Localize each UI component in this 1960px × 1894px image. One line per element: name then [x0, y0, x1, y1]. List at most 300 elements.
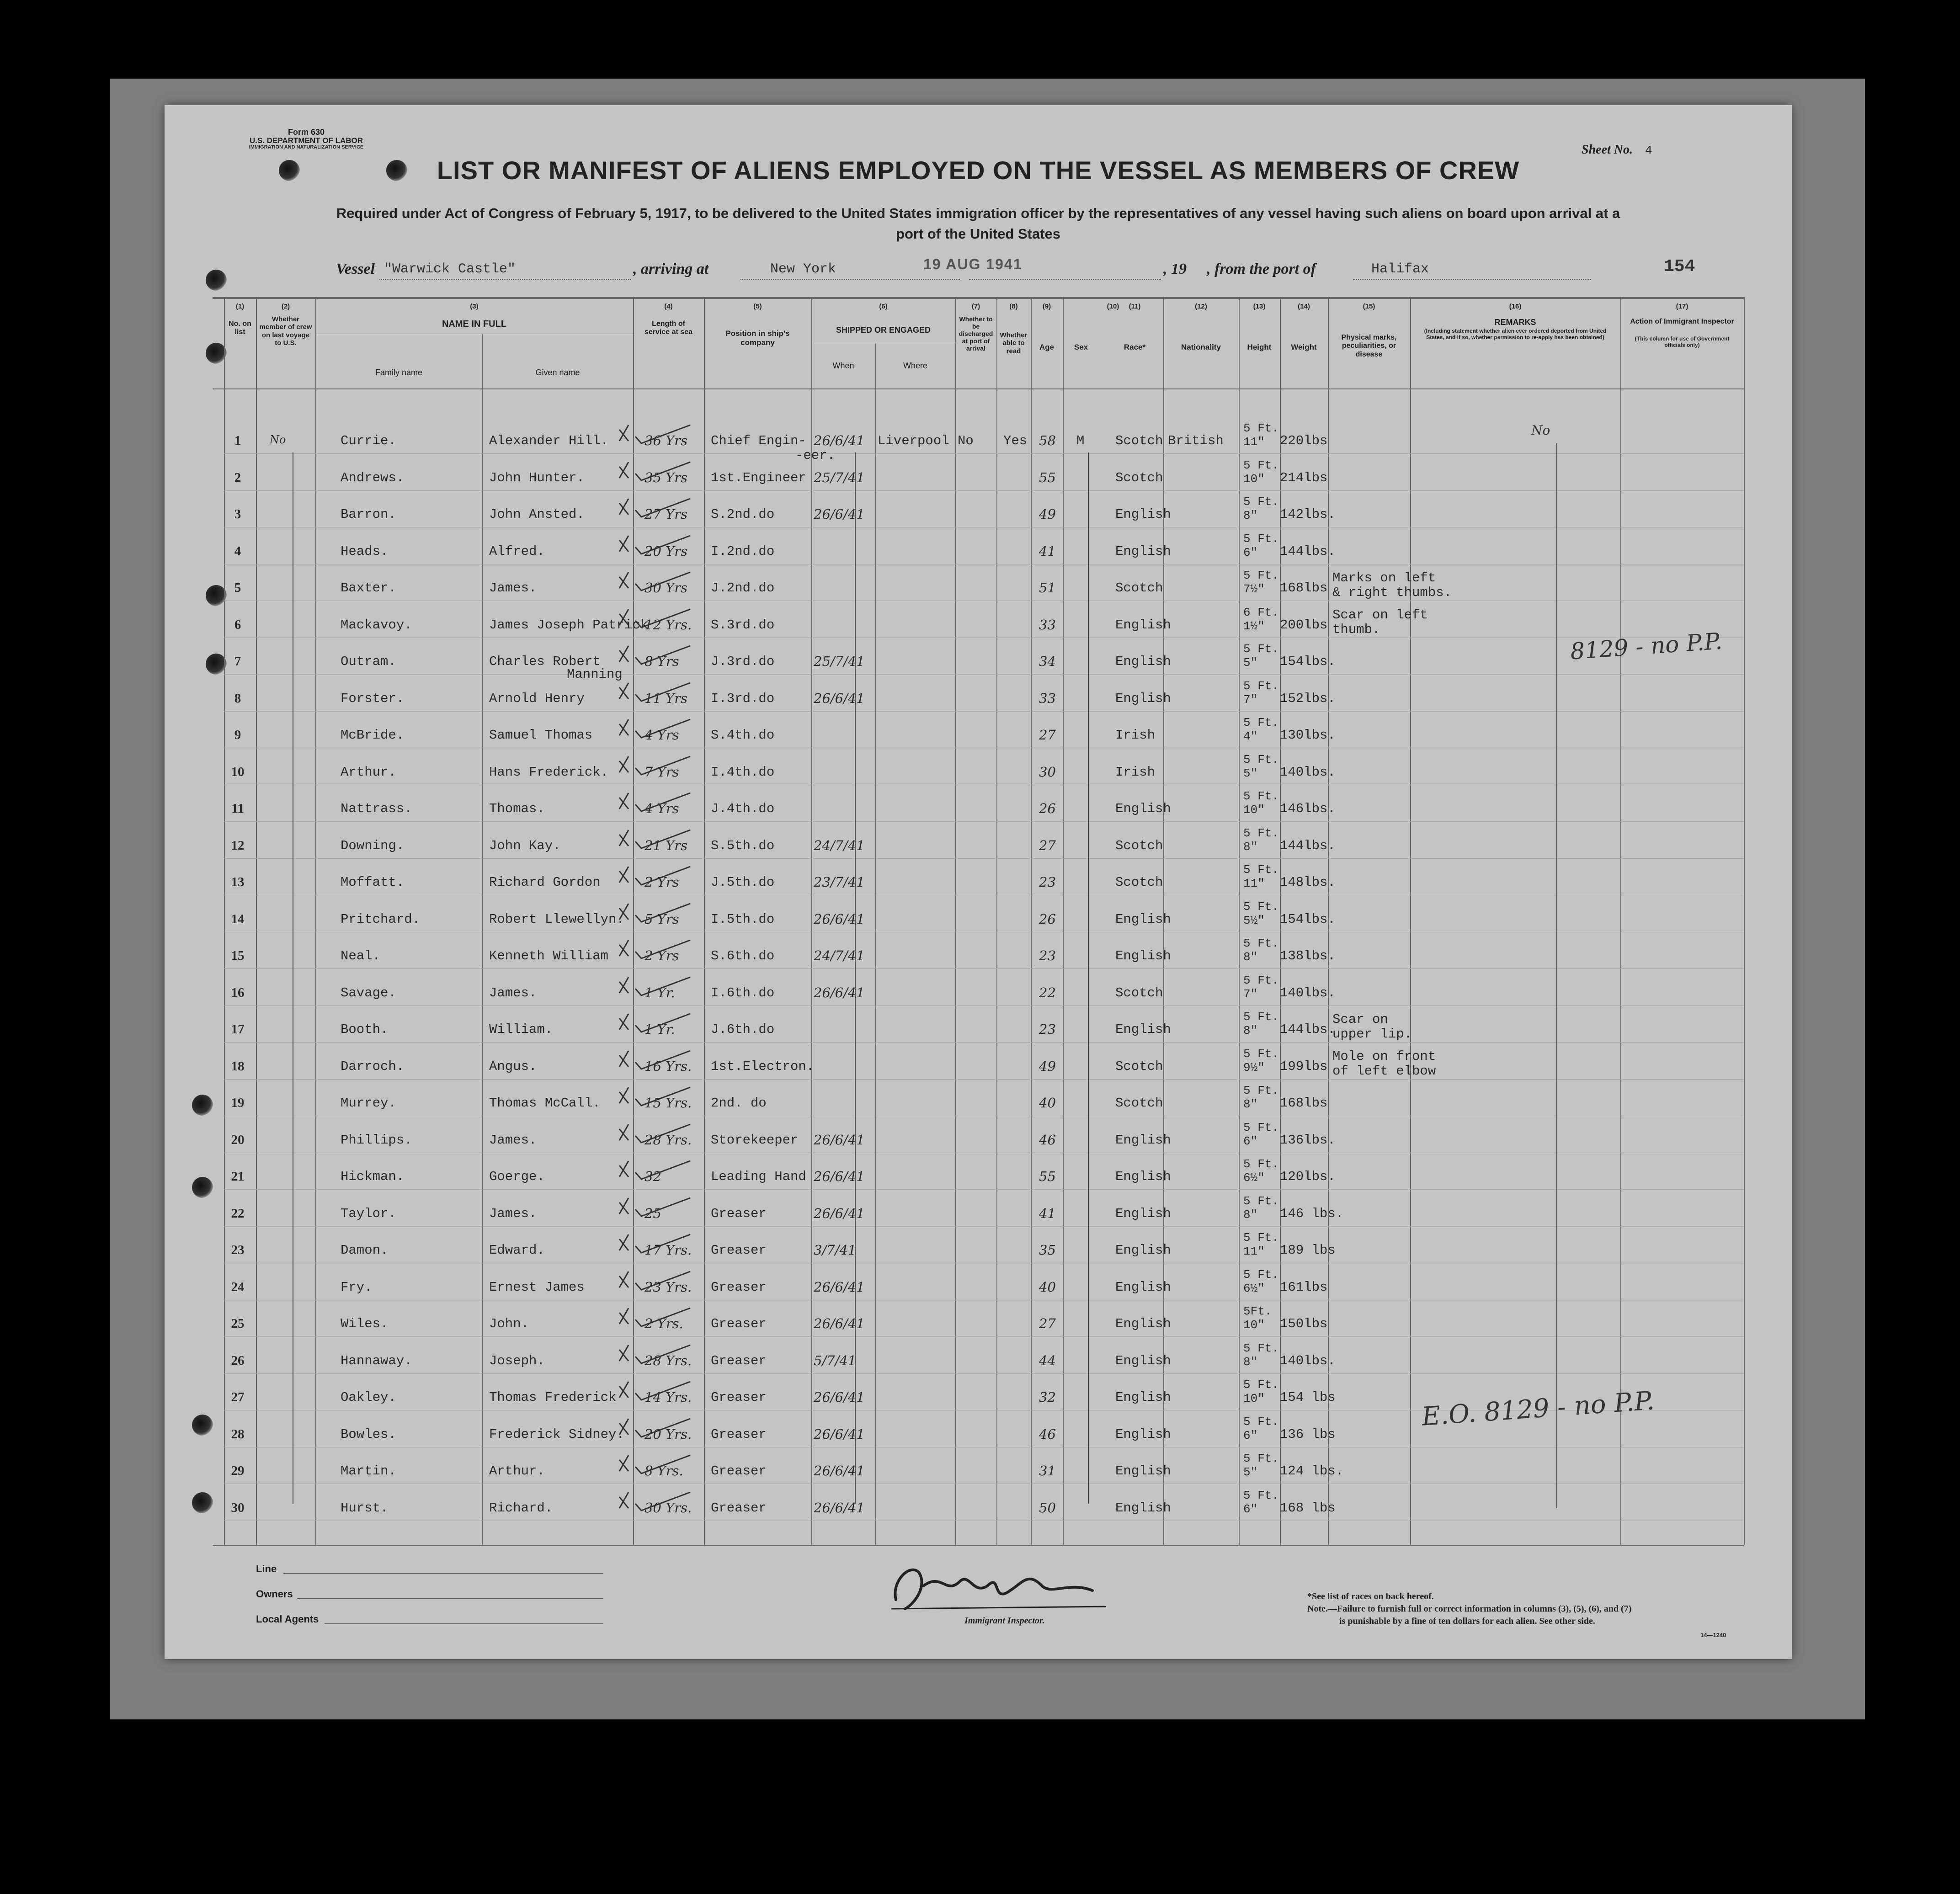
- race-value: Scotch: [1115, 433, 1163, 448]
- row-rule: [224, 1042, 1744, 1043]
- col-header-discharged: Whether to be discharged at port of arrival: [959, 315, 993, 352]
- form-number: Form 630: [288, 128, 325, 137]
- row-number: 15: [231, 948, 245, 963]
- row-rule: [224, 821, 1744, 822]
- col-10-tally-line: [1088, 452, 1089, 1504]
- height-feet: 5 Ft.: [1243, 936, 1279, 950]
- race-value: Scotch: [1115, 580, 1163, 596]
- race-value: English: [1115, 1169, 1171, 1184]
- service-length: 23 Yrs.: [644, 1279, 692, 1295]
- check-mark-icon: [615, 715, 692, 742]
- col-12-number: (12): [1195, 303, 1207, 310]
- race-value: English: [1115, 1390, 1171, 1405]
- col-header-where: Where: [903, 361, 927, 370]
- given-name: Richard.: [489, 1500, 553, 1516]
- subtitle-line-2: port of the United States: [896, 225, 1060, 242]
- weight-value: 154lbs.: [1280, 654, 1336, 669]
- race-value: Scotch: [1115, 470, 1163, 485]
- check-mark-icon: [615, 641, 692, 669]
- row-rule: [224, 1079, 1744, 1080]
- service-name: IMMIGRATION AND NATURALIZATION SERVICE: [249, 144, 364, 150]
- height-feet: 5 Ft.: [1243, 1378, 1279, 1392]
- service-length: 28 Yrs.: [644, 1132, 692, 1148]
- col-9-number: (9): [1042, 303, 1051, 310]
- check-mark-icon: [615, 862, 692, 889]
- check-mark-icon: [615, 1046, 692, 1074]
- service-length: 1 Yr.: [644, 1021, 675, 1037]
- col-4-number: (4): [664, 303, 673, 310]
- height-feet: 5 Ft.: [1243, 532, 1279, 546]
- service-length: 7 Yrs: [644, 764, 679, 780]
- height-inches: 5": [1243, 656, 1258, 670]
- page-number: 154: [1664, 257, 1695, 277]
- check-mark-icon: [615, 458, 692, 485]
- height-inches: 6½": [1243, 1281, 1265, 1295]
- ship-position: 2nd. do: [711, 1096, 767, 1111]
- shipped-when: 3/7/41: [814, 1242, 857, 1258]
- row-number: 7: [234, 654, 241, 669]
- service-length: 21 Yrs: [644, 837, 688, 853]
- row-number: 12: [231, 838, 245, 853]
- service-length: 27 Yrs: [644, 506, 688, 522]
- row-rule: [224, 1189, 1744, 1190]
- height-inches: 6": [1243, 1502, 1258, 1516]
- race-value: English: [1115, 1353, 1171, 1368]
- service-length: 30 Yrs: [644, 580, 688, 596]
- inspector-signature: [878, 1554, 1115, 1618]
- check-mark-icon: [615, 1083, 692, 1110]
- family-name: Mackavoy.: [341, 617, 412, 633]
- ship-position: I.4th.do: [711, 764, 775, 780]
- height-feet: 5 Ft.: [1243, 495, 1279, 509]
- family-name: McBride.: [341, 728, 405, 743]
- given-name: Kenneth William: [489, 948, 609, 963]
- family-name: Downing.: [341, 838, 405, 853]
- col-header-shipped-engaged: SHIPPED OR ENGAGED: [836, 325, 931, 335]
- ship-position-line-2: -eer.: [795, 448, 836, 463]
- manifest-sheet: [165, 105, 1792, 1659]
- weight-value: 146 lbs.: [1280, 1206, 1344, 1221]
- ship-position: Greaser: [711, 1426, 767, 1442]
- family-name: Hurst.: [341, 1500, 389, 1516]
- weight-value: 138lbs.: [1280, 948, 1336, 963]
- check-mark-icon: [615, 678, 692, 706]
- check-mark-icon: [615, 1451, 692, 1478]
- row-rule: [224, 453, 1744, 454]
- shipped-when: 26/6/41: [814, 1169, 865, 1184]
- height-feet: 5 Ft.: [1243, 1231, 1279, 1245]
- ship-position: 1st.Engineer: [711, 470, 806, 485]
- family-name: Moffatt.: [341, 875, 405, 890]
- weight-value: 154lbs.: [1280, 911, 1336, 927]
- sex-value: M: [1076, 433, 1085, 448]
- ship-position: S.5th.do: [711, 838, 775, 853]
- race-value: English: [1115, 691, 1171, 706]
- race-value: English: [1115, 654, 1171, 669]
- weight-value: 144lbs.: [1280, 1022, 1336, 1037]
- col-header-family-name: Family name: [375, 368, 423, 377]
- family-name: Hickman.: [341, 1169, 405, 1184]
- ship-position: Greaser: [711, 1279, 767, 1295]
- weight-value: 214lbs: [1280, 470, 1328, 485]
- age-value: 30: [1039, 764, 1056, 780]
- height-inches: 6": [1243, 545, 1258, 559]
- check-mark-icon: [615, 494, 692, 521]
- service-length: 11 Yrs: [644, 690, 688, 706]
- height-inches: 5": [1243, 766, 1258, 780]
- vessel-label: Vessel: [336, 261, 375, 277]
- race-value: English: [1115, 948, 1171, 963]
- height-feet: 5 Ft.: [1243, 716, 1279, 729]
- weight-value: 140lbs.: [1280, 1353, 1336, 1368]
- ship-position: J.4th.do: [711, 801, 775, 816]
- check-mark-icon: [615, 1230, 692, 1257]
- service-length: 2 Yrs: [644, 874, 679, 890]
- family-name: Martin.: [341, 1463, 396, 1479]
- from-label: , from the port of: [1207, 261, 1316, 277]
- given-name: Joseph.: [489, 1353, 545, 1368]
- ship-position: J.6th.do: [711, 1022, 775, 1037]
- punch-hole-icon: [192, 1095, 213, 1116]
- col-header-race: Race*: [1124, 343, 1146, 351]
- height-feet: 5 Ft.: [1243, 1084, 1279, 1097]
- physical-marks-line-2: & right thumbs.: [1332, 585, 1452, 600]
- physical-marks-line-1: Marks on left: [1332, 570, 1436, 585]
- height-inches: 7½": [1243, 582, 1265, 596]
- row-rule: [224, 1226, 1744, 1227]
- race-value: English: [1115, 507, 1171, 522]
- height-feet: 5 Ft.: [1243, 1047, 1279, 1061]
- weight-value: 168 lbs: [1280, 1500, 1336, 1516]
- height-feet: 5 Ft.: [1243, 1157, 1279, 1171]
- col-11-number: (11): [1129, 303, 1141, 310]
- height-feet: 5 Ft.: [1243, 1341, 1279, 1355]
- check-mark-icon: [615, 1414, 692, 1442]
- remarks-top-note: No: [1531, 423, 1550, 438]
- height-feet: 5 Ft.: [1243, 1488, 1279, 1502]
- weight-value: 142lbs.: [1280, 507, 1336, 522]
- col-6-tally-line: [855, 452, 856, 1504]
- shipped-when: 26/6/41: [814, 1426, 865, 1442]
- age-value: 40: [1039, 1095, 1056, 1111]
- col-10-number: (10): [1107, 303, 1119, 310]
- ship-position: S.6th.do: [711, 948, 775, 963]
- ship-position: I.3rd.do: [711, 691, 775, 706]
- row-rule: [224, 858, 1744, 859]
- punch-hole-icon: [192, 1492, 213, 1513]
- height-feet: 5 Ft.: [1243, 1010, 1279, 1024]
- given-name: Alfred.: [489, 543, 545, 559]
- race-value: Irish: [1115, 764, 1156, 780]
- row-number: 22: [231, 1206, 245, 1221]
- age-value: 35: [1039, 1242, 1056, 1258]
- service-length: 20 Yrs: [644, 543, 688, 559]
- height-inches: 8": [1243, 950, 1258, 964]
- family-name: Oakley.: [341, 1390, 396, 1405]
- height-feet: 5 Ft.: [1243, 789, 1279, 803]
- row-number: 24: [231, 1279, 245, 1294]
- subtitle-line-1: Required under Act of Congress of February 5, 1917, to be delivered to the United States immigration officer by the representatives of any vessel having such aliens on board upon arrival at a: [336, 205, 1620, 221]
- family-name: Fry.: [341, 1279, 373, 1295]
- weight-value: 199lbs: [1280, 1059, 1328, 1074]
- height-inches: 1½": [1243, 619, 1265, 633]
- shipped-when: 26/6/41: [814, 1279, 865, 1295]
- given-name: Frederick Sidney.: [489, 1426, 624, 1442]
- col-header-service-length: Length of service at sea: [644, 320, 692, 336]
- height-inches: 8": [1243, 1355, 1258, 1369]
- height-feet: 5 Ft.: [1243, 973, 1279, 987]
- weight-value: 152lbs.: [1280, 691, 1336, 706]
- age-value: 49: [1039, 506, 1056, 522]
- height-inches: 11": [1243, 877, 1265, 890]
- height-inches: 10": [1243, 803, 1265, 817]
- height-feet: 5 Ft.: [1243, 1267, 1279, 1282]
- shipped-when: 5/7/41: [814, 1352, 857, 1368]
- age-value: 55: [1039, 469, 1056, 485]
- remarks-annotation-2: E.O. 8129 - no P.P.: [1421, 1386, 1656, 1432]
- age-value: 27: [1039, 727, 1056, 743]
- remarks-annotation-1: 8129 - no P.P.: [1569, 628, 1723, 665]
- height-inches: 11": [1243, 435, 1265, 449]
- given-name: William.: [489, 1022, 553, 1037]
- ship-position: Chief Engin-: [711, 433, 806, 448]
- inspector-label: Immigrant Inspector.: [964, 1616, 1045, 1626]
- service-length: 8 Yrs.: [644, 1463, 683, 1479]
- check-mark-icon: [615, 1488, 692, 1515]
- weight-value: 136lbs.: [1280, 1132, 1336, 1148]
- shipped-where: Liverpool: [878, 433, 949, 448]
- age-value: 23: [1039, 1021, 1056, 1037]
- height-feet: 5Ft.: [1243, 1304, 1272, 1318]
- age-value: 26: [1039, 801, 1056, 816]
- height-feet: 5 Ft.: [1243, 752, 1279, 766]
- age-value: 33: [1039, 617, 1056, 633]
- race-value: English: [1115, 801, 1171, 816]
- col-2-number: (2): [281, 303, 290, 310]
- family-name: Arthur.: [341, 764, 396, 780]
- service-length: 1 Yr.: [644, 984, 675, 1000]
- height-inches: 8": [1243, 1097, 1258, 1111]
- check-mark-icon: [615, 1377, 692, 1405]
- col-header-given-name: Given name: [535, 368, 580, 377]
- family-name: Hannaway.: [341, 1353, 412, 1368]
- shipped-when: 25/7/41: [814, 469, 865, 485]
- check-mark-icon: [615, 936, 692, 963]
- shipped-when: 24/7/41: [814, 837, 865, 853]
- weight-value: 154 lbs: [1280, 1390, 1336, 1405]
- shipped-when: 26/6/41: [814, 1500, 865, 1516]
- race-value: English: [1115, 1243, 1171, 1258]
- row-number: 6: [234, 617, 241, 632]
- row-number: 29: [231, 1463, 245, 1478]
- given-name: John.: [489, 1316, 529, 1331]
- check-mark-icon: [615, 1009, 692, 1037]
- shipped-when: 26/6/41: [814, 1389, 865, 1405]
- height-feet: 5 Ft.: [1243, 1120, 1279, 1134]
- service-length: 25: [644, 1205, 661, 1221]
- given-name: Goerge.: [489, 1169, 545, 1184]
- sheet-label: Sheet No.: [1582, 143, 1633, 157]
- footer-notes: [1307, 1591, 1631, 1628]
- race-value: English: [1115, 1463, 1171, 1479]
- col-16-number: (16): [1509, 303, 1522, 310]
- date-stamp: 19 AUG 1941: [923, 256, 1023, 272]
- given-name: John Ansted.: [489, 507, 585, 522]
- col-header-last-voyage: Whether member of crew on last voyage to U.S.: [259, 315, 312, 347]
- family-name: Phillips.: [341, 1132, 412, 1148]
- family-name: Taylor.: [341, 1206, 396, 1221]
- weight-value: 120lbs.: [1280, 1169, 1336, 1184]
- physical-marks-line-1: Scar on: [1332, 1012, 1388, 1027]
- ship-position: Greaser: [711, 1463, 767, 1479]
- row-number: 3: [234, 507, 241, 521]
- given-name: James Joseph Patrick: [489, 617, 649, 633]
- row-number: 21: [231, 1169, 245, 1184]
- race-value: English: [1115, 617, 1171, 633]
- col-6-number: (6): [879, 303, 888, 310]
- check-mark-icon: [615, 1120, 692, 1147]
- weight-value: 168lbs: [1280, 1096, 1328, 1111]
- height-feet: 5 Ft.: [1243, 569, 1279, 582]
- height-inches: 6": [1243, 1428, 1258, 1442]
- height-inches: 8": [1243, 840, 1258, 854]
- shipped-when: 26/6/41: [814, 1132, 865, 1148]
- height-feet: 6 Ft.: [1243, 605, 1279, 619]
- age-value: 26: [1039, 911, 1056, 927]
- row-number: 13: [231, 875, 245, 889]
- col-5-number: (5): [753, 303, 762, 310]
- race-value: Irish: [1115, 728, 1156, 743]
- col-14-number: (14): [1298, 303, 1310, 310]
- ship-position: S.2nd.do: [711, 507, 775, 522]
- check-mark-icon: [615, 605, 692, 632]
- race-value: Scotch: [1115, 1059, 1163, 1074]
- shipped-when: 24/7/41: [814, 948, 865, 963]
- check-mark-icon: [615, 1156, 692, 1184]
- check-mark-icon: [615, 973, 692, 1000]
- family-name: Andrews.: [341, 470, 405, 485]
- given-name: Alexander Hill.: [489, 433, 609, 448]
- service-length: 4 Yrs: [644, 801, 679, 816]
- row-rule: [224, 490, 1744, 491]
- footer-agents-label: Local Agents: [256, 1613, 319, 1625]
- weight-value: 124 lbs.: [1280, 1463, 1344, 1479]
- col-header-age: Age: [1039, 343, 1055, 351]
- height-feet: 5 Ft.: [1243, 1194, 1279, 1208]
- given-name-line-2: Manning: [567, 667, 623, 682]
- footer-note-3: is punishable by a fine of ten dollars for each alien. See other side.: [1339, 1616, 1595, 1626]
- col-15-number: (15): [1363, 303, 1375, 310]
- shipped-when: 26/6/41: [814, 1463, 865, 1479]
- race-value: Scotch: [1115, 1096, 1163, 1111]
- row-rule: [224, 1373, 1744, 1374]
- arriving-port: New York: [770, 261, 836, 277]
- row-number: 11: [231, 801, 244, 816]
- height-feet: 5 Ft.: [1243, 642, 1279, 656]
- height-feet: 5 Ft.: [1243, 1415, 1279, 1429]
- given-name: Edward.: [489, 1243, 545, 1258]
- height-feet: 5 Ft.: [1243, 899, 1279, 914]
- height-inches: 10": [1243, 1392, 1265, 1405]
- race-value: English: [1115, 911, 1171, 927]
- col-header-sex: Sex: [1074, 343, 1088, 351]
- age-value: 49: [1039, 1058, 1056, 1074]
- form-identifier: [224, 128, 389, 150]
- age-value: 46: [1039, 1426, 1056, 1442]
- col-header-remarks: REMARKS: [1494, 318, 1536, 327]
- age-value: 55: [1039, 1169, 1056, 1184]
- family-name: Outram.: [341, 654, 396, 669]
- given-name: Thomas.: [489, 801, 545, 816]
- given-name: Angus.: [489, 1059, 537, 1074]
- age-value: 50: [1039, 1500, 1056, 1516]
- check-mark-icon: [615, 1303, 692, 1331]
- physical-marks-line-1: Scar on left: [1332, 607, 1428, 622]
- ship-position: I.2nd.do: [711, 543, 775, 559]
- shipped-when: 25/7/41: [814, 654, 865, 669]
- given-name: James.: [489, 1206, 537, 1221]
- row-rule: [224, 1336, 1744, 1337]
- age-value: 31: [1039, 1463, 1056, 1479]
- height-inches: 8": [1243, 509, 1258, 522]
- age-value: 27: [1039, 837, 1056, 853]
- service-length: 12 Yrs.: [644, 617, 692, 633]
- row-number: 10: [231, 764, 245, 779]
- given-name: James.: [489, 580, 537, 596]
- family-name: Pritchard.: [341, 911, 421, 927]
- family-name: Heads.: [341, 543, 389, 559]
- ship-position: Greaser: [711, 1206, 767, 1221]
- height-feet: 5 Ft.: [1243, 421, 1279, 435]
- row-number: 14: [231, 911, 245, 926]
- row-number: 19: [231, 1096, 245, 1110]
- ship-position: Greaser: [711, 1353, 767, 1368]
- col-header-physical-marks: Physical marks, peculiarities, or disease: [1341, 334, 1397, 358]
- weight-value: 144lbs.: [1280, 543, 1336, 559]
- height-inches: 4": [1243, 729, 1258, 743]
- given-name: Arnold Henry: [489, 691, 585, 706]
- family-name: Booth.: [341, 1022, 389, 1037]
- height-inches: 6½": [1243, 1171, 1265, 1185]
- given-name: Samuel Thomas: [489, 728, 593, 743]
- col-7-number: (7): [971, 303, 980, 310]
- physical-marks-line-2: thumb.: [1332, 622, 1380, 637]
- col-header-position: Position in ship's company: [725, 329, 790, 347]
- ship-position: Greaser: [711, 1243, 767, 1258]
- given-name: Thomas Frederick: [489, 1390, 617, 1405]
- check-mark-icon: [615, 752, 692, 779]
- row-number: 28: [231, 1426, 245, 1442]
- punch-hole-icon: [192, 1415, 213, 1436]
- given-name: Hans Frederick.: [489, 764, 609, 780]
- height-inches: 5": [1243, 1465, 1258, 1479]
- ship-position: J.2nd.do: [711, 580, 775, 596]
- given-name: Arthur.: [489, 1463, 545, 1479]
- weight-value: 200lbs: [1280, 617, 1328, 633]
- discharged-value: No: [958, 433, 974, 448]
- weight-value: 130lbs.: [1280, 728, 1336, 743]
- row-number: 18: [231, 1059, 245, 1074]
- family-name: Damon.: [341, 1243, 389, 1258]
- race-value: English: [1115, 1316, 1171, 1331]
- height-inches: 6": [1243, 1134, 1258, 1148]
- col-8-number: (8): [1009, 303, 1018, 310]
- row-number: 25: [231, 1316, 245, 1331]
- weight-value: 168lbs: [1280, 580, 1328, 596]
- check-mark-icon: [615, 1267, 692, 1294]
- service-length: 28 Yrs.: [644, 1352, 692, 1368]
- check-mark-icon: [615, 531, 692, 559]
